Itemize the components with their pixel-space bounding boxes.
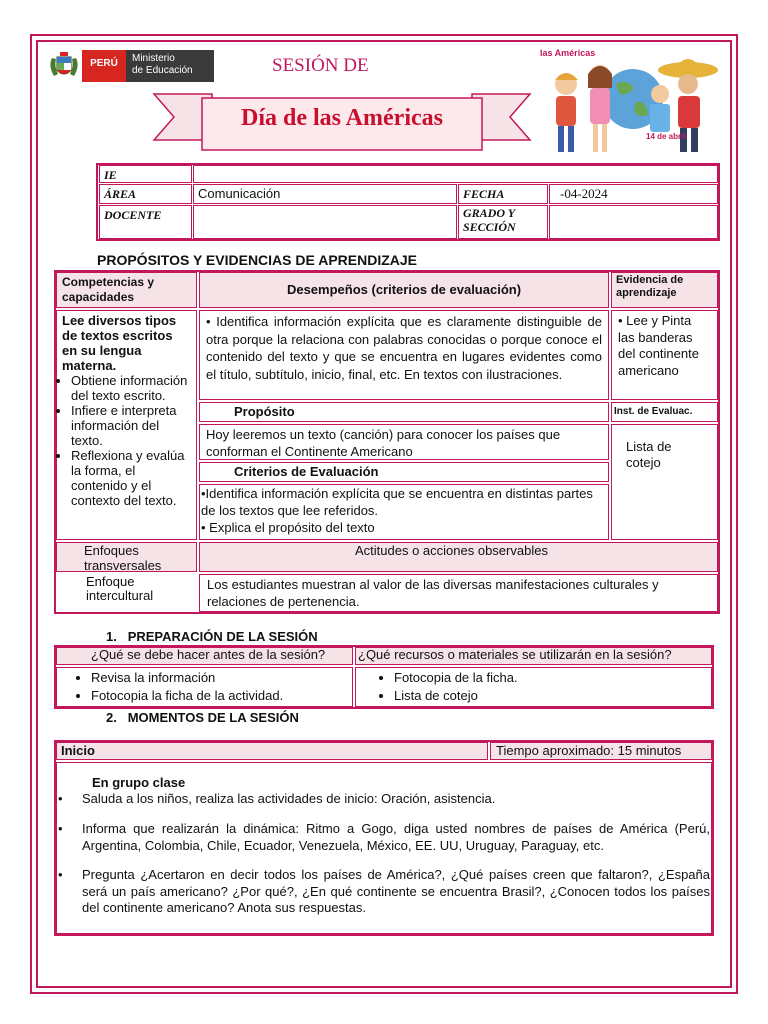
antes-item: • Fotocopia la ficha de la actividad.: [91, 687, 352, 705]
competencia-cell: [56, 310, 197, 540]
fecha-label-cell: FECHA: [458, 184, 548, 204]
illus-text-top: las Américas: [540, 48, 596, 58]
inicio-item: • Pregunta ¿Acertaron en decir todos los países de América?, ¿Qué países creen que faltaron?, ¿España será un país americano? ¿Por qué?, ¿En qué continente se encuentra Brasil?, ¿Conocen todos los países del continente americano? Anota sus respuestas.: [58, 867, 710, 915]
capacidad-item: • Reflexiona y evalúa la forma, el contenido y el contexto del texto.: [71, 448, 191, 508]
inst-evaluac-label-cell: Inst. de Evaluac.: [611, 402, 718, 422]
col-desempenos-header: Desempeños (criterios de evaluación): [199, 272, 609, 308]
grado-value-cell: [549, 205, 718, 239]
recurso-item: • Lista de cotejo: [394, 687, 711, 705]
area-value-cell: Comunicación: [193, 184, 457, 204]
peru-coat-of-arms-icon: [46, 48, 82, 84]
antes-list-cell: [56, 667, 353, 707]
ie-value-cell: [193, 165, 718, 183]
enfoque-value-cell: Enfoque intercultural: [86, 574, 154, 603]
area-label-cell: ÁREA: [99, 184, 192, 204]
preparacion-heading: 1. PREPARACIÓN DE LA SESIÓN: [106, 629, 318, 644]
proposito-text-cell: Hoy leeremos un texto (canción) para conocer los países que conforman el Continente Americano: [199, 424, 609, 460]
recursos-list-cell: [355, 667, 712, 707]
proposito-label-cell: Propósito: [199, 402, 609, 422]
capacidad-item: • Infiere e interpreta información del texto.: [71, 403, 191, 448]
banner-title: Día de las Américas: [241, 105, 443, 131]
actitudes-label-cell: Actitudes o acciones observables: [199, 542, 718, 572]
fecha-value-cell: -04-2024: [549, 184, 718, 204]
q-antes-header: ¿Qué se debe hacer antes de la sesión?: [56, 647, 353, 665]
q-recursos-header: ¿Qué recursos o materiales se utilizarán en la sesión?: [355, 647, 712, 665]
minedu-logo: [46, 48, 214, 84]
grupo-clase-label: En grupo clase: [92, 775, 186, 790]
docente-label-cell: DOCENTE: [99, 205, 192, 239]
col-competencias-header: Competencias y capacidades: [56, 272, 197, 308]
competencia-title: Lee diversos tipos de textos escritos en su lengua materna.: [62, 313, 177, 373]
col-evidencia-header: Evidencia de aprendizaje: [611, 272, 718, 308]
grado-label-cell: GRADO Y SECCIÓN: [458, 205, 548, 239]
criterios-label-cell: Criterios de Evaluación: [199, 462, 609, 482]
desempeno-cell: • Identifica información explícita que es claramente distinguible de otra porque la relaciona con palabras conocidas o porque conoce el contenido del texto y que se encuentra en lugares evidentes como el título, subtítulo, inicio, final, etc. En textos con ilustraciones.: [199, 310, 609, 400]
antes-item: • Revisa la información: [91, 669, 352, 687]
illus-text-date: 14 de abril: [646, 132, 686, 141]
session-label: SESIÓN DE: [272, 55, 369, 76]
criterios-cell: [199, 484, 609, 540]
enfoques-label-cell: Enfoques transversales: [56, 542, 197, 572]
inicio-item: • Informa que realizarán la dinámica: Ritmo a Gogo, diga usted nombres de países de América (Perú, Argentina, Colombia, Chile, Ecuador, Venezuela, México, EE. UU, Uruguay, Paraguay, etc.: [58, 821, 710, 853]
evidencia-cell: • Lee y Pinta las banderas del continente americano: [611, 310, 718, 400]
momentos-heading: 2. MOMENTOS DE LA SESIÓN: [106, 710, 299, 725]
capacidad-item: • Obtiene información del texto escrito.: [71, 373, 191, 403]
propositos-heading: PROPÓSITOS Y EVIDENCIAS DE APRENDIZAJE: [97, 252, 418, 268]
logo-country: PERÚ: [90, 58, 118, 69]
tiempo-cell: Tiempo aproximado: 15 minutos: [490, 742, 712, 760]
docente-value-cell: [193, 205, 457, 239]
actitud-text-cell: Los estudiantes muestran al valor de las diversas manifestaciones culturales y relaciones de pertenencia.: [199, 574, 718, 612]
logo-ministry: Ministerio de Educación: [132, 53, 193, 76]
ie-label-cell: IE: [99, 165, 192, 183]
recurso-item: • Fotocopia de la ficha.: [394, 669, 711, 687]
criterio-item: •Identifica información explícita que se encuentra en distintas partes de los textos que lee referidos.: [201, 486, 593, 518]
inicio-label-cell: Inicio: [56, 742, 488, 760]
criterio-item: • Explica el propósito del texto: [201, 520, 375, 535]
americas-kids-illustration: [538, 44, 722, 162]
instrumento-cell: Lista de cotejo: [611, 424, 718, 540]
inicio-item: • Saluda a los niños, realiza las actividades de inicio: Oración, asistencia.: [58, 791, 496, 806]
